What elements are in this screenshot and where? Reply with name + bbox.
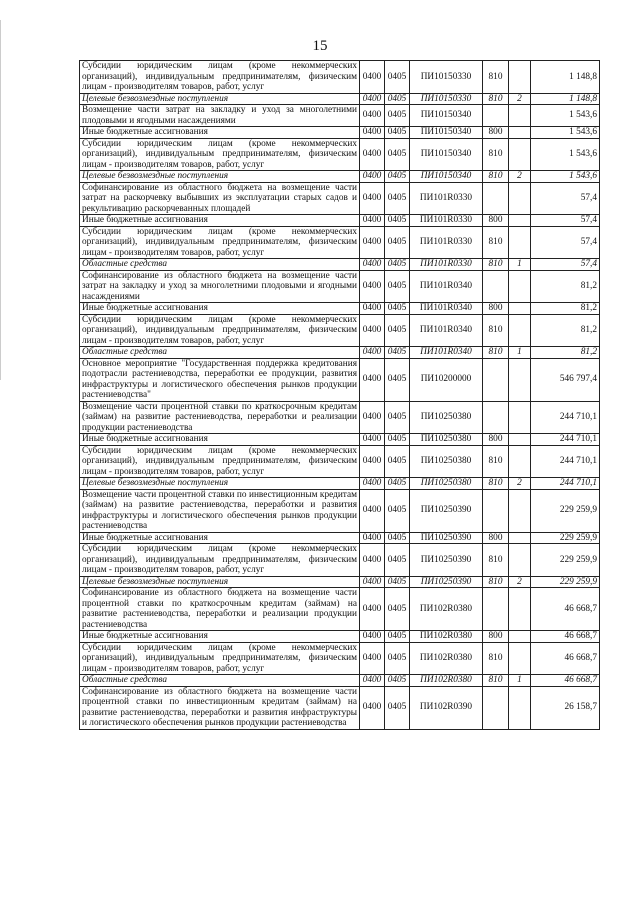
page-number: 15 [312, 38, 328, 54]
row-description: Целевые безвозмездные поступления [80, 171, 360, 183]
row-description: Возмещение части процентной ставки по инвестиционным кредитам (займам) на развитие растениеводства, переработки и развития инфраструктуры и логистического обеспечения рынков продукции растениеводства [80, 489, 360, 532]
row-expense-type [483, 270, 509, 303]
row-description: Возмещение части процентной ставки по краткосрочным кредитам (займам) на развитие растениеводства, переработки и реализации продукции растениеводства [80, 401, 360, 434]
table-row [80, 138, 600, 171]
table-row [80, 182, 600, 215]
row-source-code: 2 [509, 478, 531, 490]
row-source-code [509, 532, 531, 544]
row-source-code [509, 226, 531, 259]
row-description: Субсидии юридическим лицам (кроме некоммерческих организаций), индивидуальным предпринимателям, физическим лицам - производителям товаров, работ, услуг [80, 226, 360, 259]
row-expense-type: 810 [483, 226, 509, 259]
row-section-code: 0400 [360, 226, 385, 259]
row-target-article: ПИ10250390 [410, 489, 483, 532]
row-expense-type: 810 [483, 314, 509, 347]
row-section-code: 0400 [360, 532, 385, 544]
row-section-code: 0400 [360, 347, 385, 359]
row-subsection-code: 0405 [385, 171, 410, 183]
row-section-code: 0400 [360, 303, 385, 315]
row-description: Иные бюджетные ассигнования [80, 434, 360, 446]
row-expense-type [483, 105, 509, 127]
table-row [80, 105, 600, 127]
scan-edge-mark [0, 20, 1, 380]
row-target-article: ПИ10250380 [410, 445, 483, 478]
row-amount: 244 710,1 [531, 434, 600, 446]
row-subsection-code: 0405 [385, 226, 410, 259]
row-amount: 46 668,7 [531, 631, 600, 643]
row-section-code: 0400 [360, 401, 385, 434]
row-target-article: ПИ101R0340 [410, 347, 483, 359]
row-subsection-code: 0405 [385, 127, 410, 139]
row-target-article: ПИ101R0330 [410, 215, 483, 227]
row-target-article: ПИ101R0340 [410, 314, 483, 347]
row-subsection-code: 0405 [385, 270, 410, 303]
row-subsection-code: 0405 [385, 478, 410, 490]
row-source-code [509, 588, 531, 631]
row-target-article: ПИ10150330 [410, 61, 483, 94]
table-row [80, 127, 600, 139]
table-row [80, 544, 600, 577]
row-amount: 244 710,1 [531, 401, 600, 434]
row-target-article: ПИ10250390 [410, 576, 483, 588]
row-source-code [509, 544, 531, 577]
row-target-article: ПИ10250380 [410, 478, 483, 490]
row-section-code: 0400 [360, 61, 385, 94]
table-row [80, 675, 600, 687]
row-target-article: ПИ10150340 [410, 105, 483, 127]
row-section-code: 0400 [360, 445, 385, 478]
row-target-article: ПИ102R0380 [410, 675, 483, 687]
row-amount: 244 710,1 [531, 445, 600, 478]
row-description: Субсидии юридическим лицам (кроме некоммерческих организаций), индивидуальным предпринимателям, физическим лицам - производителям товаров, работ, услуг [80, 642, 360, 675]
row-amount: 26 158,7 [531, 686, 600, 729]
row-amount: 57,4 [531, 215, 600, 227]
row-source-code [509, 445, 531, 478]
row-description: Целевые безвозмездные поступления [80, 576, 360, 588]
row-amount: 57,4 [531, 259, 600, 271]
row-subsection-code: 0405 [385, 358, 410, 401]
row-section-code: 0400 [360, 138, 385, 171]
row-subsection-code: 0405 [385, 182, 410, 215]
row-amount: 1 148,8 [531, 61, 600, 94]
row-description: Субсидии юридическим лицам (кроме некоммерческих организаций), индивидуальным предпринимателям, физическим лицам - производителям товаров, работ, услуг [80, 61, 360, 94]
table-row [80, 226, 600, 259]
row-source-code: 2 [509, 171, 531, 183]
row-target-article: ПИ102R0380 [410, 631, 483, 643]
row-section-code: 0400 [360, 270, 385, 303]
row-target-article: ПИ10150340 [410, 127, 483, 139]
row-target-article: ПИ10200000 [410, 358, 483, 401]
row-target-article: ПИ10150340 [410, 138, 483, 171]
table-row [80, 303, 600, 315]
row-expense-type [483, 182, 509, 215]
row-source-code [509, 642, 531, 675]
table-row [80, 401, 600, 434]
row-subsection-code: 0405 [385, 314, 410, 347]
row-amount: 57,4 [531, 182, 600, 215]
row-description: Целевые безвозмездные поступления [80, 93, 360, 105]
table-row [80, 642, 600, 675]
table-row [80, 61, 600, 94]
row-amount: 46 668,7 [531, 642, 600, 675]
row-source-code [509, 61, 531, 94]
row-target-article: ПИ10150330 [410, 93, 483, 105]
row-amount: 1 148,8 [531, 93, 600, 105]
row-source-code [509, 434, 531, 446]
row-subsection-code: 0405 [385, 93, 410, 105]
table-row [80, 631, 600, 643]
row-expense-type: 800 [483, 532, 509, 544]
row-source-code: 2 [509, 93, 531, 105]
table-row [80, 588, 600, 631]
row-description: Субсидии юридическим лицам (кроме некоммерческих организаций), индивидуальным предпринимателям, физическим лицам - производителям товаров, работ, услуг [80, 445, 360, 478]
row-amount: 81,2 [531, 347, 600, 359]
row-section-code: 0400 [360, 127, 385, 139]
row-description: Софинансирование из областного бюджета на возмещение части процентной ставки по краткосрочным кредитам (займам) на развитие растениеводства, переработки и реализации продукции растениеводства [80, 588, 360, 631]
row-expense-type [483, 401, 509, 434]
row-target-article: ПИ10250390 [410, 532, 483, 544]
row-expense-type: 810 [483, 138, 509, 171]
row-source-code [509, 401, 531, 434]
row-target-article: ПИ10150340 [410, 171, 483, 183]
row-expense-type: 810 [483, 445, 509, 478]
table-row [80, 270, 600, 303]
row-expense-type: 810 [483, 347, 509, 359]
row-section-code: 0400 [360, 478, 385, 490]
row-source-code [509, 270, 531, 303]
row-target-article: ПИ102R0380 [410, 642, 483, 675]
row-description: Иные бюджетные ассигнования [80, 215, 360, 227]
row-description: Целевые безвозмездные поступления [80, 478, 360, 490]
row-source-code [509, 358, 531, 401]
row-expense-type: 810 [483, 675, 509, 687]
row-description: Иные бюджетные ассигнования [80, 532, 360, 544]
row-subsection-code: 0405 [385, 532, 410, 544]
row-section-code: 0400 [360, 259, 385, 271]
row-description: Иные бюджетные ассигнования [80, 303, 360, 315]
table-row [80, 93, 600, 105]
row-target-article: ПИ101R0330 [410, 226, 483, 259]
table-row [80, 532, 600, 544]
row-section-code: 0400 [360, 314, 385, 347]
row-source-code: 1 [509, 347, 531, 359]
table-row [80, 358, 600, 401]
row-amount: 46 668,7 [531, 588, 600, 631]
row-subsection-code: 0405 [385, 347, 410, 359]
row-target-article: ПИ10250380 [410, 434, 483, 446]
row-amount: 229 259,9 [531, 576, 600, 588]
row-expense-type: 800 [483, 303, 509, 315]
row-section-code: 0400 [360, 358, 385, 401]
row-source-code [509, 314, 531, 347]
row-amount: 229 259,9 [531, 544, 600, 577]
table-row [80, 259, 600, 271]
row-subsection-code: 0405 [385, 576, 410, 588]
row-subsection-code: 0405 [385, 61, 410, 94]
row-subsection-code: 0405 [385, 489, 410, 532]
row-amount: 57,4 [531, 226, 600, 259]
row-section-code: 0400 [360, 105, 385, 127]
row-amount: 1 543,6 [531, 138, 600, 171]
row-target-article: ПИ101R0340 [410, 270, 483, 303]
table-row [80, 347, 600, 359]
table-row [80, 215, 600, 227]
row-expense-type: 810 [483, 478, 509, 490]
row-source-code: 2 [509, 576, 531, 588]
row-target-article: ПИ102R0380 [410, 588, 483, 631]
row-description: Субсидии юридическим лицам (кроме некоммерческих организаций), индивидуальным предпринимателям, физическим лицам - производителям товаров, работ, услуг [80, 314, 360, 347]
table-row [80, 489, 600, 532]
row-subsection-code: 0405 [385, 138, 410, 171]
row-section-code: 0400 [360, 588, 385, 631]
row-section-code: 0400 [360, 675, 385, 687]
budget-table [79, 60, 600, 730]
row-amount: 1 543,6 [531, 171, 600, 183]
row-target-article: ПИ101R0330 [410, 259, 483, 271]
row-source-code [509, 138, 531, 171]
row-amount: 81,2 [531, 270, 600, 303]
row-expense-type: 810 [483, 61, 509, 94]
row-section-code: 0400 [360, 434, 385, 446]
row-expense-type [483, 588, 509, 631]
row-target-article: ПИ101R0340 [410, 303, 483, 315]
row-description: Иные бюджетные ассигнования [80, 127, 360, 139]
row-expense-type: 810 [483, 93, 509, 105]
row-source-code [509, 303, 531, 315]
row-amount: 1 543,6 [531, 127, 600, 139]
row-subsection-code: 0405 [385, 675, 410, 687]
row-section-code: 0400 [360, 642, 385, 675]
row-description: Софинансирование из областного бюджета на возмещение части процентной ставки по инвестиционным кредитам (займам) на развитие растениеводства, переработки и развития инфраструктуры и логистического обеспечения рынков продукции растениеводства [80, 686, 360, 729]
row-source-code [509, 127, 531, 139]
row-expense-type: 800 [483, 631, 509, 643]
row-amount: 1 543,6 [531, 105, 600, 127]
row-subsection-code: 0405 [385, 401, 410, 434]
row-amount: 229 259,9 [531, 532, 600, 544]
row-subsection-code: 0405 [385, 445, 410, 478]
row-description: Субсидии юридическим лицам (кроме некоммерческих организаций), индивидуальным предпринимателям, физическим лицам - производителям товаров, работ, услуг [80, 544, 360, 577]
row-expense-type: 810 [483, 259, 509, 271]
row-section-code: 0400 [360, 171, 385, 183]
row-target-article: ПИ101R0330 [410, 182, 483, 215]
row-subsection-code: 0405 [385, 215, 410, 227]
row-subsection-code: 0405 [385, 434, 410, 446]
row-section-code: 0400 [360, 544, 385, 577]
row-section-code: 0400 [360, 631, 385, 643]
table-row [80, 478, 600, 490]
row-amount: 81,2 [531, 314, 600, 347]
row-description: Иные бюджетные ассигнования [80, 631, 360, 643]
budget-table-body [80, 61, 600, 730]
row-subsection-code: 0405 [385, 259, 410, 271]
row-amount: 81,2 [531, 303, 600, 315]
row-expense-type: 810 [483, 544, 509, 577]
row-section-code: 0400 [360, 576, 385, 588]
row-target-article: ПИ102R0390 [410, 686, 483, 729]
row-source-code [509, 182, 531, 215]
row-expense-type [483, 358, 509, 401]
row-description: Основное мероприятие "Государственная поддержка кредитования подотрасли растениеводства, переработки ее продукции, развития инфраструктуры и логистического обеспечения рынков продукции растениеводства" [80, 358, 360, 401]
row-subsection-code: 0405 [385, 303, 410, 315]
row-description: Областные средства [80, 259, 360, 271]
table-row [80, 171, 600, 183]
row-amount: 229 259,9 [531, 489, 600, 532]
row-expense-type [483, 489, 509, 532]
row-section-code: 0400 [360, 182, 385, 215]
row-target-article: ПИ10250390 [410, 544, 483, 577]
row-source-code [509, 215, 531, 227]
row-amount: 244 710,1 [531, 478, 600, 490]
row-expense-type [483, 686, 509, 729]
row-subsection-code: 0405 [385, 588, 410, 631]
row-description: Софинансирование из областного бюджета на возмещение части затрат на раскорчевку выбывших из эксплуатации старых садов и рекультивацию раскорчеванных площадей [80, 182, 360, 215]
row-source-code [509, 105, 531, 127]
row-section-code: 0400 [360, 93, 385, 105]
row-subsection-code: 0405 [385, 686, 410, 729]
row-description: Областные средства [80, 347, 360, 359]
row-description: Возмещение части затрат на закладку и уход за многолетними плодовыми и ягодными насаждениями [80, 105, 360, 127]
row-expense-type: 800 [483, 127, 509, 139]
row-section-code: 0400 [360, 489, 385, 532]
row-expense-type: 810 [483, 576, 509, 588]
row-source-code [509, 489, 531, 532]
row-description: Софинансирование из областного бюджета на возмещение части затрат на закладку и уход за многолетними плодовыми и ягодными насаждениями [80, 270, 360, 303]
table-row [80, 445, 600, 478]
row-expense-type: 800 [483, 215, 509, 227]
row-description: Субсидии юридическим лицам (кроме некоммерческих организаций), индивидуальным предпринимателям, физическим лицам - производителям товаров, работ, услуг [80, 138, 360, 171]
row-amount: 46 668,7 [531, 675, 600, 687]
row-expense-type: 810 [483, 642, 509, 675]
row-source-code: 1 [509, 675, 531, 687]
table-row [80, 314, 600, 347]
row-expense-type: 810 [483, 171, 509, 183]
row-source-code: 1 [509, 259, 531, 271]
row-target-article: ПИ10250380 [410, 401, 483, 434]
row-amount: 546 797,4 [531, 358, 600, 401]
row-source-code [509, 631, 531, 643]
table-row [80, 576, 600, 588]
row-section-code: 0400 [360, 215, 385, 227]
table-row [80, 686, 600, 729]
row-expense-type: 800 [483, 434, 509, 446]
row-description: Областные средства [80, 675, 360, 687]
row-subsection-code: 0405 [385, 105, 410, 127]
row-subsection-code: 0405 [385, 642, 410, 675]
table-row [80, 434, 600, 446]
row-subsection-code: 0405 [385, 544, 410, 577]
row-section-code: 0400 [360, 686, 385, 729]
row-source-code [509, 686, 531, 729]
row-subsection-code: 0405 [385, 631, 410, 643]
